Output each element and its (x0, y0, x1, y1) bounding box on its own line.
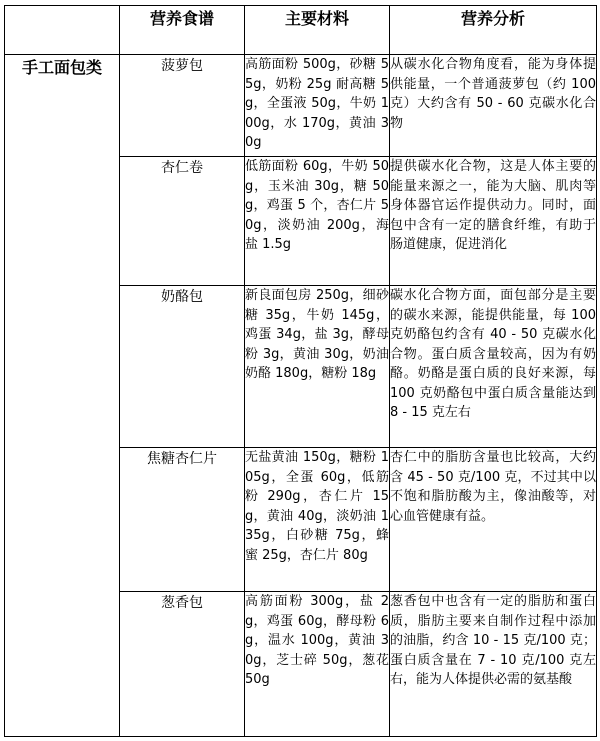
header-analysis: 营养分析 (390, 6, 597, 55)
category-cell: 手工面包类 (5, 55, 120, 737)
header-recipe: 营养食谱 (120, 6, 245, 55)
ingredients-cell: 无盐黄油 150g，糖粉 105g，全蛋 60g，低筋粉 290g，杏仁片 15g，黄油 40g，淡奶油 135g，白砂糖 75g，蜂蜜 25g，杏仁片 80g (245, 448, 390, 592)
ingredients-cell: 高筋面粉 500g，砂糖 55g，奶粉 25g 耐高糖 5g，全蛋液 50g，牛奶 100g，水 170g，黄油 30g (245, 55, 390, 157)
analysis-cell: 杏仁中的脂肪含量也比较高，大约含 45 - 50 克/100 克，不过其中以不饱和脂肪酸为主，像油酸等，对心血管健康有益。 (390, 448, 597, 592)
table-header-row (5, 6, 597, 55)
recipe-name: 奶酪包 (120, 286, 245, 448)
analysis-cell: 碳水化合物方面，面包部分是主要的碳水来源，能提供能量，每 100 克奶酪包约含有 40 - 50 克碳水化合物。蛋白质含量较高，因为有奶酪。奶酪是蛋白质的良好来源，每 100 克奶酪包中蛋白质含量能达到 8 - 15 克左右 (390, 286, 597, 448)
nutrition-table (4, 5, 597, 737)
analysis-cell: 葱香包中也含有一定的脂肪和蛋白质，脂肪主要来自制作过程中添加的油脂，约含 10 - 15 克/100 克；蛋白质含量在 7 - 10 克/100 克左右，能为人体提供必需的氨基酸 (390, 592, 597, 737)
header-category (5, 6, 120, 55)
recipe-name: 菠萝包 (120, 55, 245, 157)
recipe-name: 葱香包 (120, 592, 245, 737)
recipe-name: 焦糖杏仁片 (120, 448, 245, 592)
ingredients-cell: 高筋面粉 300g，盐 2g，鸡蛋 60g，酵母粉 6g，温水 100g，黄油 30g，芝士碎 50g，葱花 50g (245, 592, 390, 737)
analysis-cell: 提供碳水化合物，这是人体主要的能量来源之一，能为大脑、肌肉等身体器官运作提供动力。同时，面包中含有一定的膳食纤维，有助于肠道健康，促进消化 (390, 157, 597, 286)
header-ingredients: 主要材料 (245, 6, 390, 55)
table-row (5, 55, 597, 157)
ingredients-cell: 低筋面粉 60g，牛奶 50g，玉米油 30g，糖 50g，鸡蛋 5 个，杏仁片 50g，淡奶油 200g，海盐 1.5g (245, 157, 390, 286)
analysis-cell: 从碳水化合物角度看，能为身体提供能量，一个普通菠萝包（约 100 克）大约含有 50 - 60 克碳水化合物 (390, 55, 597, 157)
ingredients-cell: 新良面包房 250g，细砂糖 35g，牛奶 145g，鸡蛋 34g，盐 3g，酵母粉 3g，黄油 30g，奶油奶酪 180g，糖粉 18g (245, 286, 390, 448)
recipe-name: 杏仁卷 (120, 157, 245, 286)
